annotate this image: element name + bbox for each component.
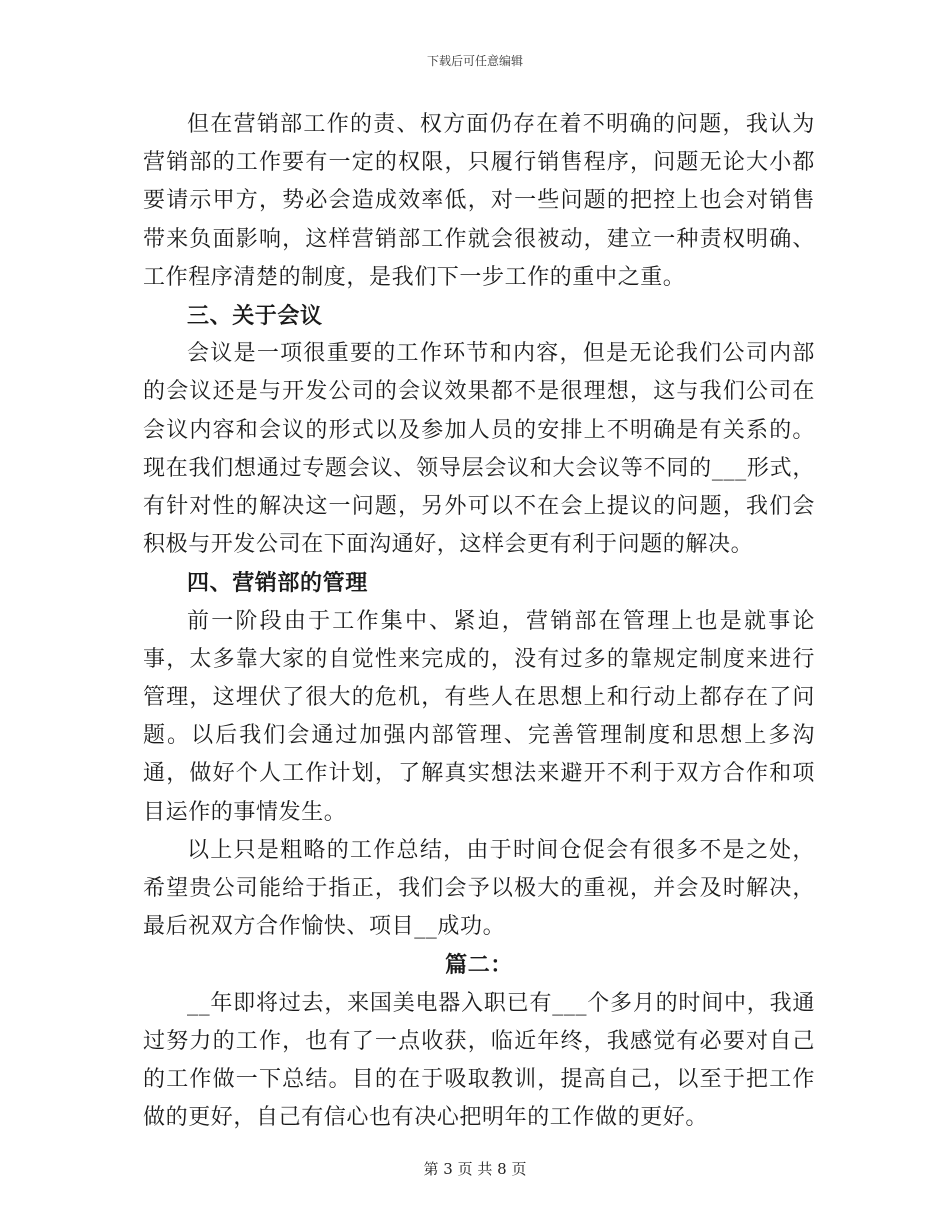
- section-heading-management: 四、营销部的管理: [187, 570, 368, 597]
- part-two-heading: 篇二：: [445, 952, 513, 979]
- paragraph-management: 前一阶段由于工作集中、紧迫，营销部在管理上也是就事论事，太多靠大家的自觉性来完成的，没有过多的靠规定制度来进行管理，这埋伏了很大的危机，有些人在思想上和行动上都存在了问题。以后我们会通过加强内部管理、完善管理制度和思想上多沟通，做好个人工作计划，了解真实想法来避开不利于双方合作和项目运作的事情发生。: [143, 608, 815, 825]
- paragraph-meetings: 会议是一项很重要的工作环节和内容，但是无论我们公司内部的会议还是与开发公司的会议效果都不是很理想，这与我们公司在会议内容和会议的形式以及参加人员的安排上不明确是有关系的。现在我们想通过专题会议、领导层会议和大会议等不同的___形式，有针对性的解决这一问题，另外可以不在会上提议的问题，我们会积极与开发公司在下面沟通好，这样会更有利于问题的解决。: [143, 341, 815, 558]
- page-header-note: 下载后可任意编辑: [426, 54, 523, 68]
- document-body: [143, 106, 815, 1137]
- section-heading-meetings: 三、关于会议: [187, 303, 323, 330]
- paragraph-part-two-intro: __年即将过去，来国美电器入职已有___个多月的时间中，我通过努力的工作，也有了一点收获，临近年终，我感觉有必要对自己的工作做一下总结。目的在于吸取教训，提高自己，以至于把工作做的更好，自己有信心也有决心把明年的工作做的更好。: [143, 990, 815, 1131]
- page-number: 第 3 页 共 8 页: [423, 1160, 527, 1178]
- paragraph-closing: 以上只是粗略的工作总结，由于时间仓促会有很多不是之处，希望贵公司能给于指正，我们会予以极大的重视，并会及时解决，最后祝双方合作愉快、项目__成功。: [143, 837, 815, 940]
- paragraph-responsibility: 但在营销部工作的责、权方面仍存在着不明确的问题，我认为营销部的工作要有一定的权限，只履行销售程序，问题无论大小都要请示甲方，势必会造成效率低，对一些问题的把控上也会对销售带来负面影响，这样营销部工作就会很被动，建立一种责权明确、工作程序清楚的制度，是我们下一步工作的重中之重。: [143, 112, 815, 290]
